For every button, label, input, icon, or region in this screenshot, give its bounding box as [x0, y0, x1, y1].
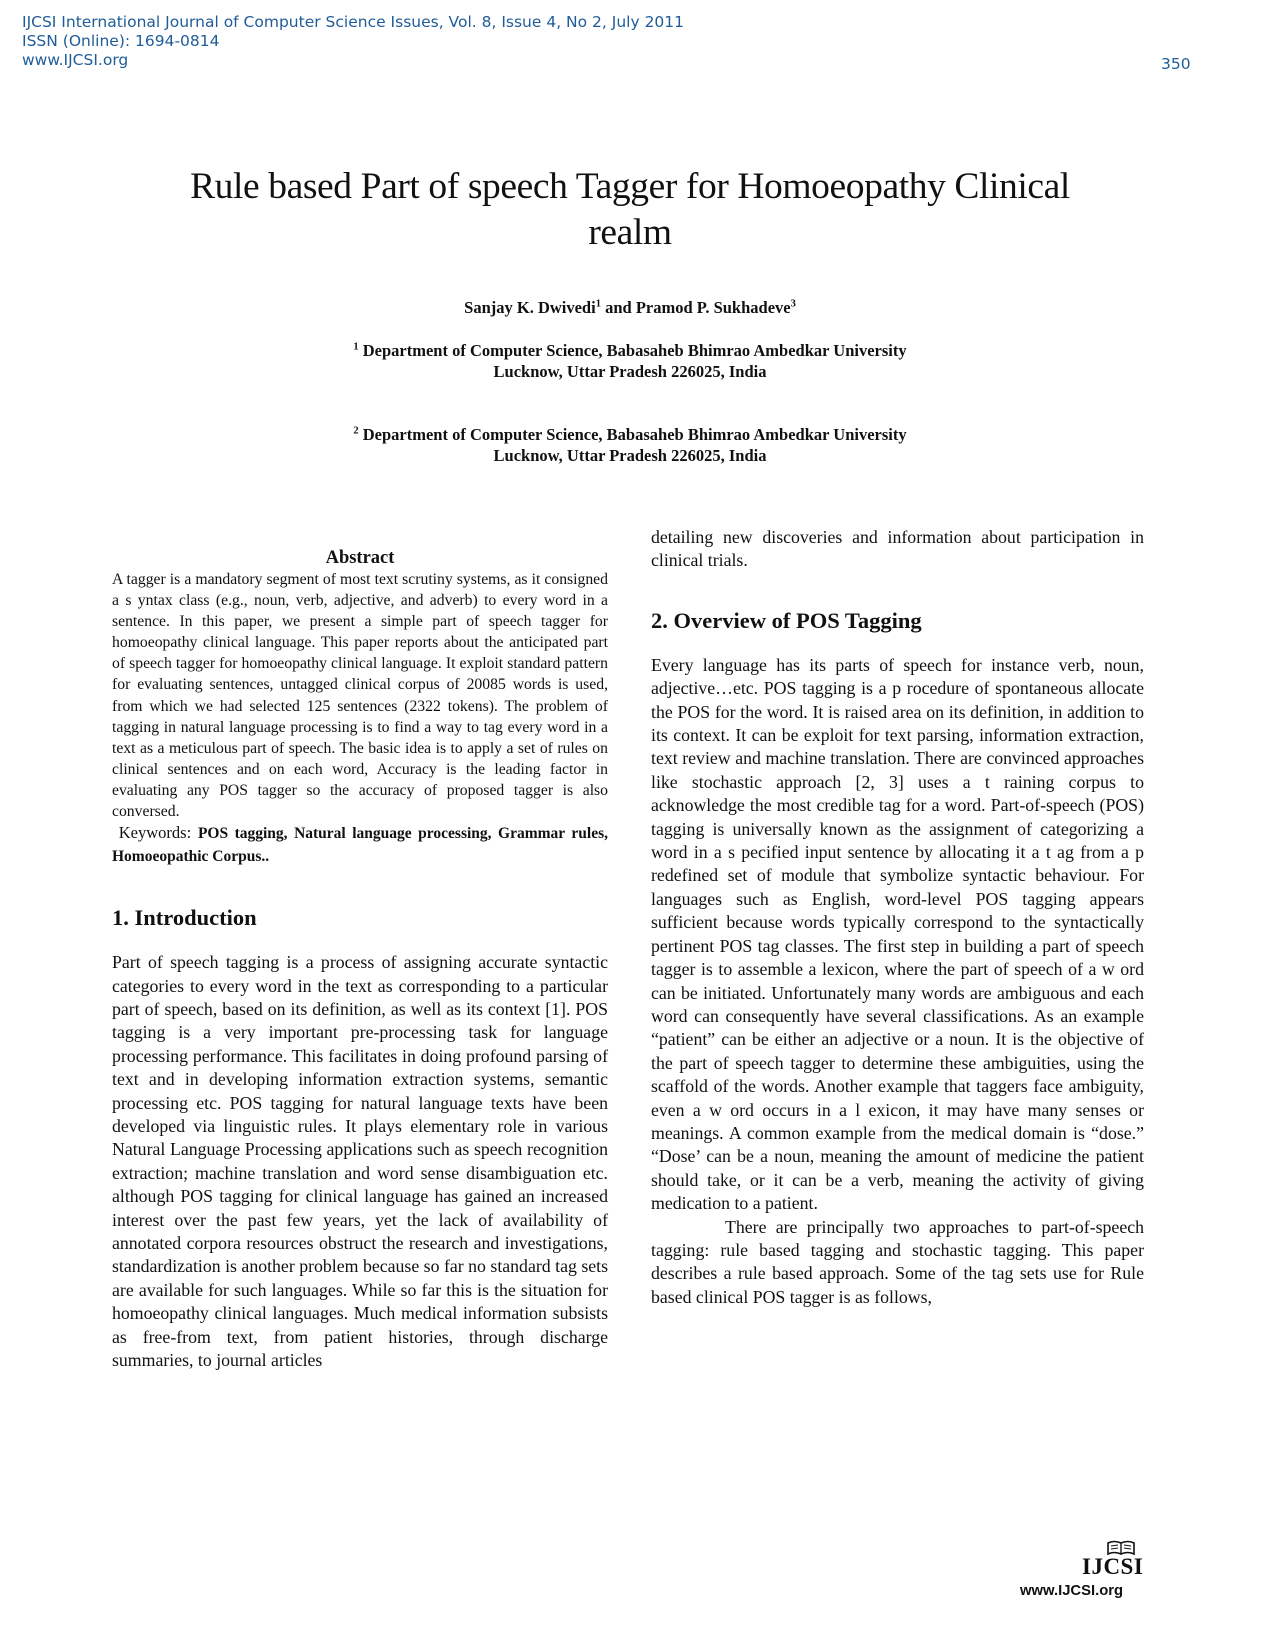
introduction-heading: 1. Introduction — [112, 905, 257, 931]
affiliation-mark: 2 — [353, 425, 359, 437]
overview-heading: 2. Overview of POS Tagging — [651, 607, 922, 633]
affiliation-address: Lucknow, Uttar Pradesh 226025, India — [493, 362, 767, 381]
introduction-body: Part of speech tagging is a process of assigning accurate syntactic categories to every word in the text as corresponding to a particular part of speech, based on its definition, as well as its context [1]. POS tagging is a very important pre-processing task for language processing performance. This facilitates in doing profound parsing of text and in developing information extraction systems, semantic processing etc. POS tagging for natural language texts have been developed via linguistic rules. It plays elementary role in various Natural Language Processing applications such as speech recognition extraction; machine translation and word sense disambiguation etc. although POS tagging for clinical language has gained an increased interest over the past few years, yet the lack of availability of annotated corpora resources obstruct the research and investigations, standardization is another problem because so far no standard tag sets are available for such languages. While so far this is the situation for homoeopathy clinical languages. Much medical information subsists as free-from text, from patient histories, through discharge summaries, to journal articles — [112, 952, 608, 1371]
affiliation-dept: Department of Computer Science, Babasaheb Bhimrao Ambedkar University — [358, 425, 907, 444]
right-column — [651, 526, 1144, 1309]
author-affil-mark: 1 — [595, 298, 601, 310]
keywords — [112, 822, 608, 868]
journal-website[interactable]: www.IJCSI.org — [22, 51, 129, 69]
abstract-body: A tagger is a mandatory segment of most text scrutiny systems, as it consigned a s yntax class (e.g., noun, verb, adjective, and adverb) to every word in a sentence. In this paper, we present a simple part of speech tagger for homoeopathy clinical language. This paper reports about the anticipated part of speech tagger for homoeopathy clinical language. It exploit standard pattern for evaluating sentences, untagged clinical corpus of 20085 words is used, from which we had selected 125 sentences (2322 tokens). The problem of tagging in natural language processing is to find a way to tag every word in a text as a meticulous part of speech. The basic idea is to apply a set of rules on clinical sentences and on each word, Accuracy is the leading factor in evaluating any POS tagger so the accuracy of proposed tagger is also conversed. — [112, 571, 608, 821]
abstract-heading: Abstract — [325, 548, 395, 568]
introduction-continuation: detailing new discoveries and information about participation in clinical trials. — [651, 527, 1144, 571]
paper-title — [130, 164, 1130, 256]
author-name: Pramod P. Sukhadeve — [635, 298, 791, 317]
logo-title: IJCSI — [1082, 1554, 1144, 1579]
author-name: Sanjay K. Dwivedi — [464, 298, 596, 317]
author-list — [130, 298, 1130, 318]
left-column — [112, 547, 608, 1372]
affiliation — [130, 340, 1130, 382]
keywords-label: Keywords: — [112, 823, 198, 843]
journal-citation: IJCSI International Journal of Computer Science Issues, Vol. 8, Issue 4, No 2, July 2011 — [22, 13, 685, 31]
logo-url[interactable]: www.IJCSI.org — [1020, 1583, 1124, 1599]
affiliation-mark: 1 — [353, 341, 359, 353]
title-line-2: realm — [588, 212, 672, 253]
overview-paragraph-1: Every language has its parts of speech for instance verb, noun, adjective…etc. POS tagging is a p rocedure of spontaneous allocate the POS for the word. It is raised area on its definition, in addition to its context. It can be exploit for text parsing, information extraction, text review and machine translation. There are convinced approaches like stochastic approach [2, 3] uses a t raining corpus to acknowledge the most credible tag for a word. Part-of-speech (POS) tagging is universally known as the assignment of categorizing a word in a s pecified input sentence by allocating it a t ag from a p redefined set of module that symbolize syntactic behaviour. For languages such as English, word-level POS tagging appears sufficient because words typically correspond to the syntactically pertinent POS tag classes. The first step in building a part of speech tagger is to assemble a lexicon, where the part of speech of a w ord can be initiated. Unfortunately many words are ambiguous and each word can consequently have several classifications. As an example “patient” can be either an adjective or a noun. It is the objective of the part of speech tagger to determine these ambiguities, using the scaffold of the words. Another example that taggers face ambiguity, even a w ord occurs in a l exicon, it may have many senses or meanings. A common example from the medical domain is “dose.” “Dose’ can be a noun, meaning the amount of medicine the patient should take, or it can be a verb, meaning the activity of giving medication to a patient. — [651, 654, 1144, 1214]
author-affil-mark: 3 — [790, 298, 796, 310]
author-conjunction: and — [600, 298, 636, 317]
affiliation — [130, 424, 1130, 466]
overview-paragraph-2: There are principally two approaches to part-of-speech tagging: rule based tagging and stochastic tagging. This paper describes a rule based approach. Some of the tag sets use for Rule based clinical POS tagger is as follows, — [651, 1216, 1144, 1307]
page-number: 350 — [1161, 55, 1191, 73]
affiliation-dept: Department of Computer Science, Babasaheb Bhimrao Ambedkar University — [358, 341, 907, 360]
journal-issn: ISSN (Online): 1694-0814 — [22, 32, 220, 50]
affiliation-address: Lucknow, Uttar Pradesh 226025, India — [493, 446, 767, 465]
title-line-1: Rule based Part of speech Tagger for Homoeopathy Clinical — [190, 166, 1070, 207]
keywords-list: POS tagging, Natural language processing, Grammar rules, Homoeopathic Corpus.. — [112, 825, 609, 866]
journal-header — [22, 13, 684, 70]
